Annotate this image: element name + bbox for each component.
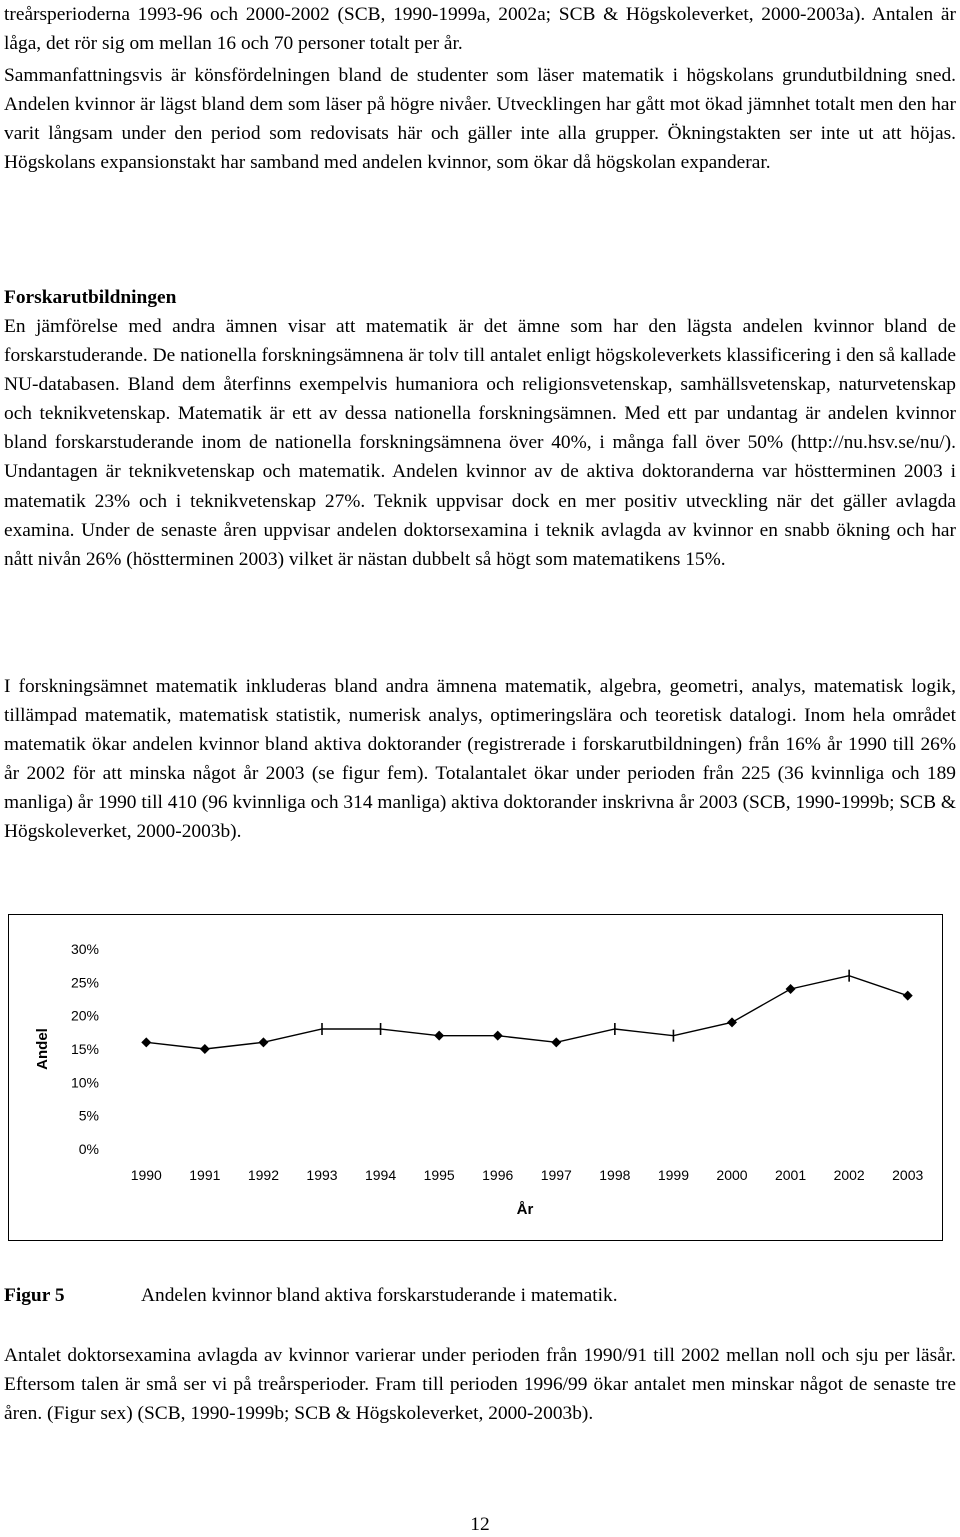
figure-label: Figur 5 (4, 1285, 65, 1306)
x-tick-label: 1999 (657, 1167, 690, 1183)
x-tick-label: 2002 (833, 1167, 865, 1183)
page-number: 12 (470, 1514, 490, 1535)
x-tick-label: 1990 (130, 1167, 162, 1183)
data-point-marker (258, 1037, 268, 1047)
x-tick-label: 1996 (482, 1167, 514, 1183)
y-tick-label: 0% (78, 1141, 99, 1157)
data-point-marker (727, 1017, 737, 1027)
series-line (146, 976, 907, 1049)
y-tick-label: 25% (70, 974, 99, 991)
forskarutbildning-paragraph: En jämförelse med andra ämnen visar att matematik är det ämne som har den lägsta andelen kvinnor bland de forskarstuderande. De nationella forskningsämnena är tolv till antalet enligt högskoleverkets klassificering i den så kallade NU-databasen. Bland dem återfinns exempelvis humaniora och religionsvetenskap, samhällsvetenskap, naturvetenskap och teknikvetenskap. Matematik är ett av dessa nationella forskningsämnen. Med ett par undantag är andelen kvinnor bland forskarstuderande inom de nationella forskningsämnena över 40%, i många fall över 50% (http://nu.hsv.se/nu/). Undantagen är teknikvetenskap och matematik. Andelen kvinnor av de aktiva doktoranderna var höstterminen 2003 i matematik 23% och i teknikvetenskap 27%. Teknik uppvisar dock en mer positiv utveckling när det gäller avlagda examina. Under de senaste åren uppvisar andelen doktorsexamina i teknik avlagda av kvinnor en snabb ökning och har nått nivån 26% (höstterminen 2003) vilket är nästan dubbelt så högt som matematikens 15%. (4, 316, 956, 570)
data-point-marker (141, 1037, 151, 1047)
y-tick-label: 5% (78, 1107, 99, 1124)
x-tick-label: 1991 (189, 1167, 221, 1183)
section-heading: Forskarutbildningen (4, 287, 177, 308)
data-point-marker (551, 1037, 561, 1047)
chart-canvas (9, 915, 942, 1240)
x-tick-label: 2003 (892, 1167, 924, 1183)
intro-paragraph: treårsperioderna 1993-96 och 2000-2002 (SCB, 1990-1999a, 2002a; SCB & Högskoleverket, 2000-2003a). Antalen är låga, det rör sig om mellan 16 och 70 personer totalt per år. (4, 4, 956, 55)
x-tick-label: 1997 (540, 1167, 572, 1183)
x-tick-label: 2000 (716, 1167, 748, 1183)
x-tick-label: 1998 (599, 1167, 631, 1183)
matematik-paragraph: I forskningsämnet matematik inkluderas bland andra ämnena matematik, algebra, geometri, analys, matematisk logik, tillämpad matematik, matematisk statistik, numerisk analys, optimeringslära och teoretisk datalogi. Inom hela området matematik ökar andelen kvinnor bland aktiva doktorander (registrerade i forskarutbildningen) från 16% år 1990 till 26% år 2002 för att minska något år 2003 (se figur fem). Totalantalet ökar under perioden från 225 (36 kvinnliga och 189 manliga) år 1990 till 410 (96 kvinnliga och 314 manliga) aktiva doktorander inskrivna år 2003 (SCB, 1990-1999b; SCB & Högskoleverket, 2000-2003b). (4, 676, 956, 843)
series-points (141, 970, 912, 1054)
x-tick-label: 1993 (306, 1167, 338, 1183)
data-point-marker (200, 1044, 210, 1054)
x-axis-ticks (131, 1167, 924, 1183)
y-tick-label: 10% (70, 1074, 99, 1091)
y-tick-label: 30% (70, 941, 99, 957)
x-tick-label: 1995 (423, 1167, 455, 1183)
data-point-marker (434, 1031, 444, 1041)
x-tick-label: 1992 (247, 1167, 280, 1183)
data-point-marker (786, 984, 796, 994)
x-axis-label: År (516, 1201, 534, 1218)
data-point-marker (903, 991, 913, 1001)
figure-caption: Andelen kvinnor bland aktiva forskarstuderande i matematik. (141, 1285, 618, 1306)
line-chart (8, 914, 943, 1241)
doktorsexamina-paragraph: Antalet doktorsexamina avlagda av kvinnor varierar under perioden från 1990/91 till 2002 mellan noll och sju per läsår. Eftersom talen är små ser vi på treårsperioder. Fram till perioden 1996/99 ökar antalet men minskar något de senaste tre åren. (Figur sex) (SCB, 1990-1999b; SCB & Högskoleverket, 2000-2003b). (4, 1345, 956, 1425)
y-tick-label: 15% (70, 1041, 99, 1057)
summary-paragraph: Sammanfattningsvis är könsfördelningen bland de studenter som läser matematik i högskolans grundutbildning sned. Andelen kvinnor är lägst bland dem som läser på högre nivåer. Utvecklingen har gått mot ökad jämnhet totalt men den har varit långsam under den period som redovisats här och gäller inte alla grupper. Ökningstakten ser inte ut att höjas. Högskolans expansionstakt har samband med andelen kvinnor, som ökar då högskolan expanderar. (4, 65, 956, 174)
x-tick-label: 1994 (364, 1167, 397, 1183)
x-tick-label: 2001 (774, 1167, 807, 1183)
y-tick-label: 20% (70, 1007, 99, 1024)
y-axis-ticks (71, 941, 99, 1157)
data-point-marker (493, 1031, 503, 1041)
y-axis-label: Andel (34, 1028, 51, 1070)
